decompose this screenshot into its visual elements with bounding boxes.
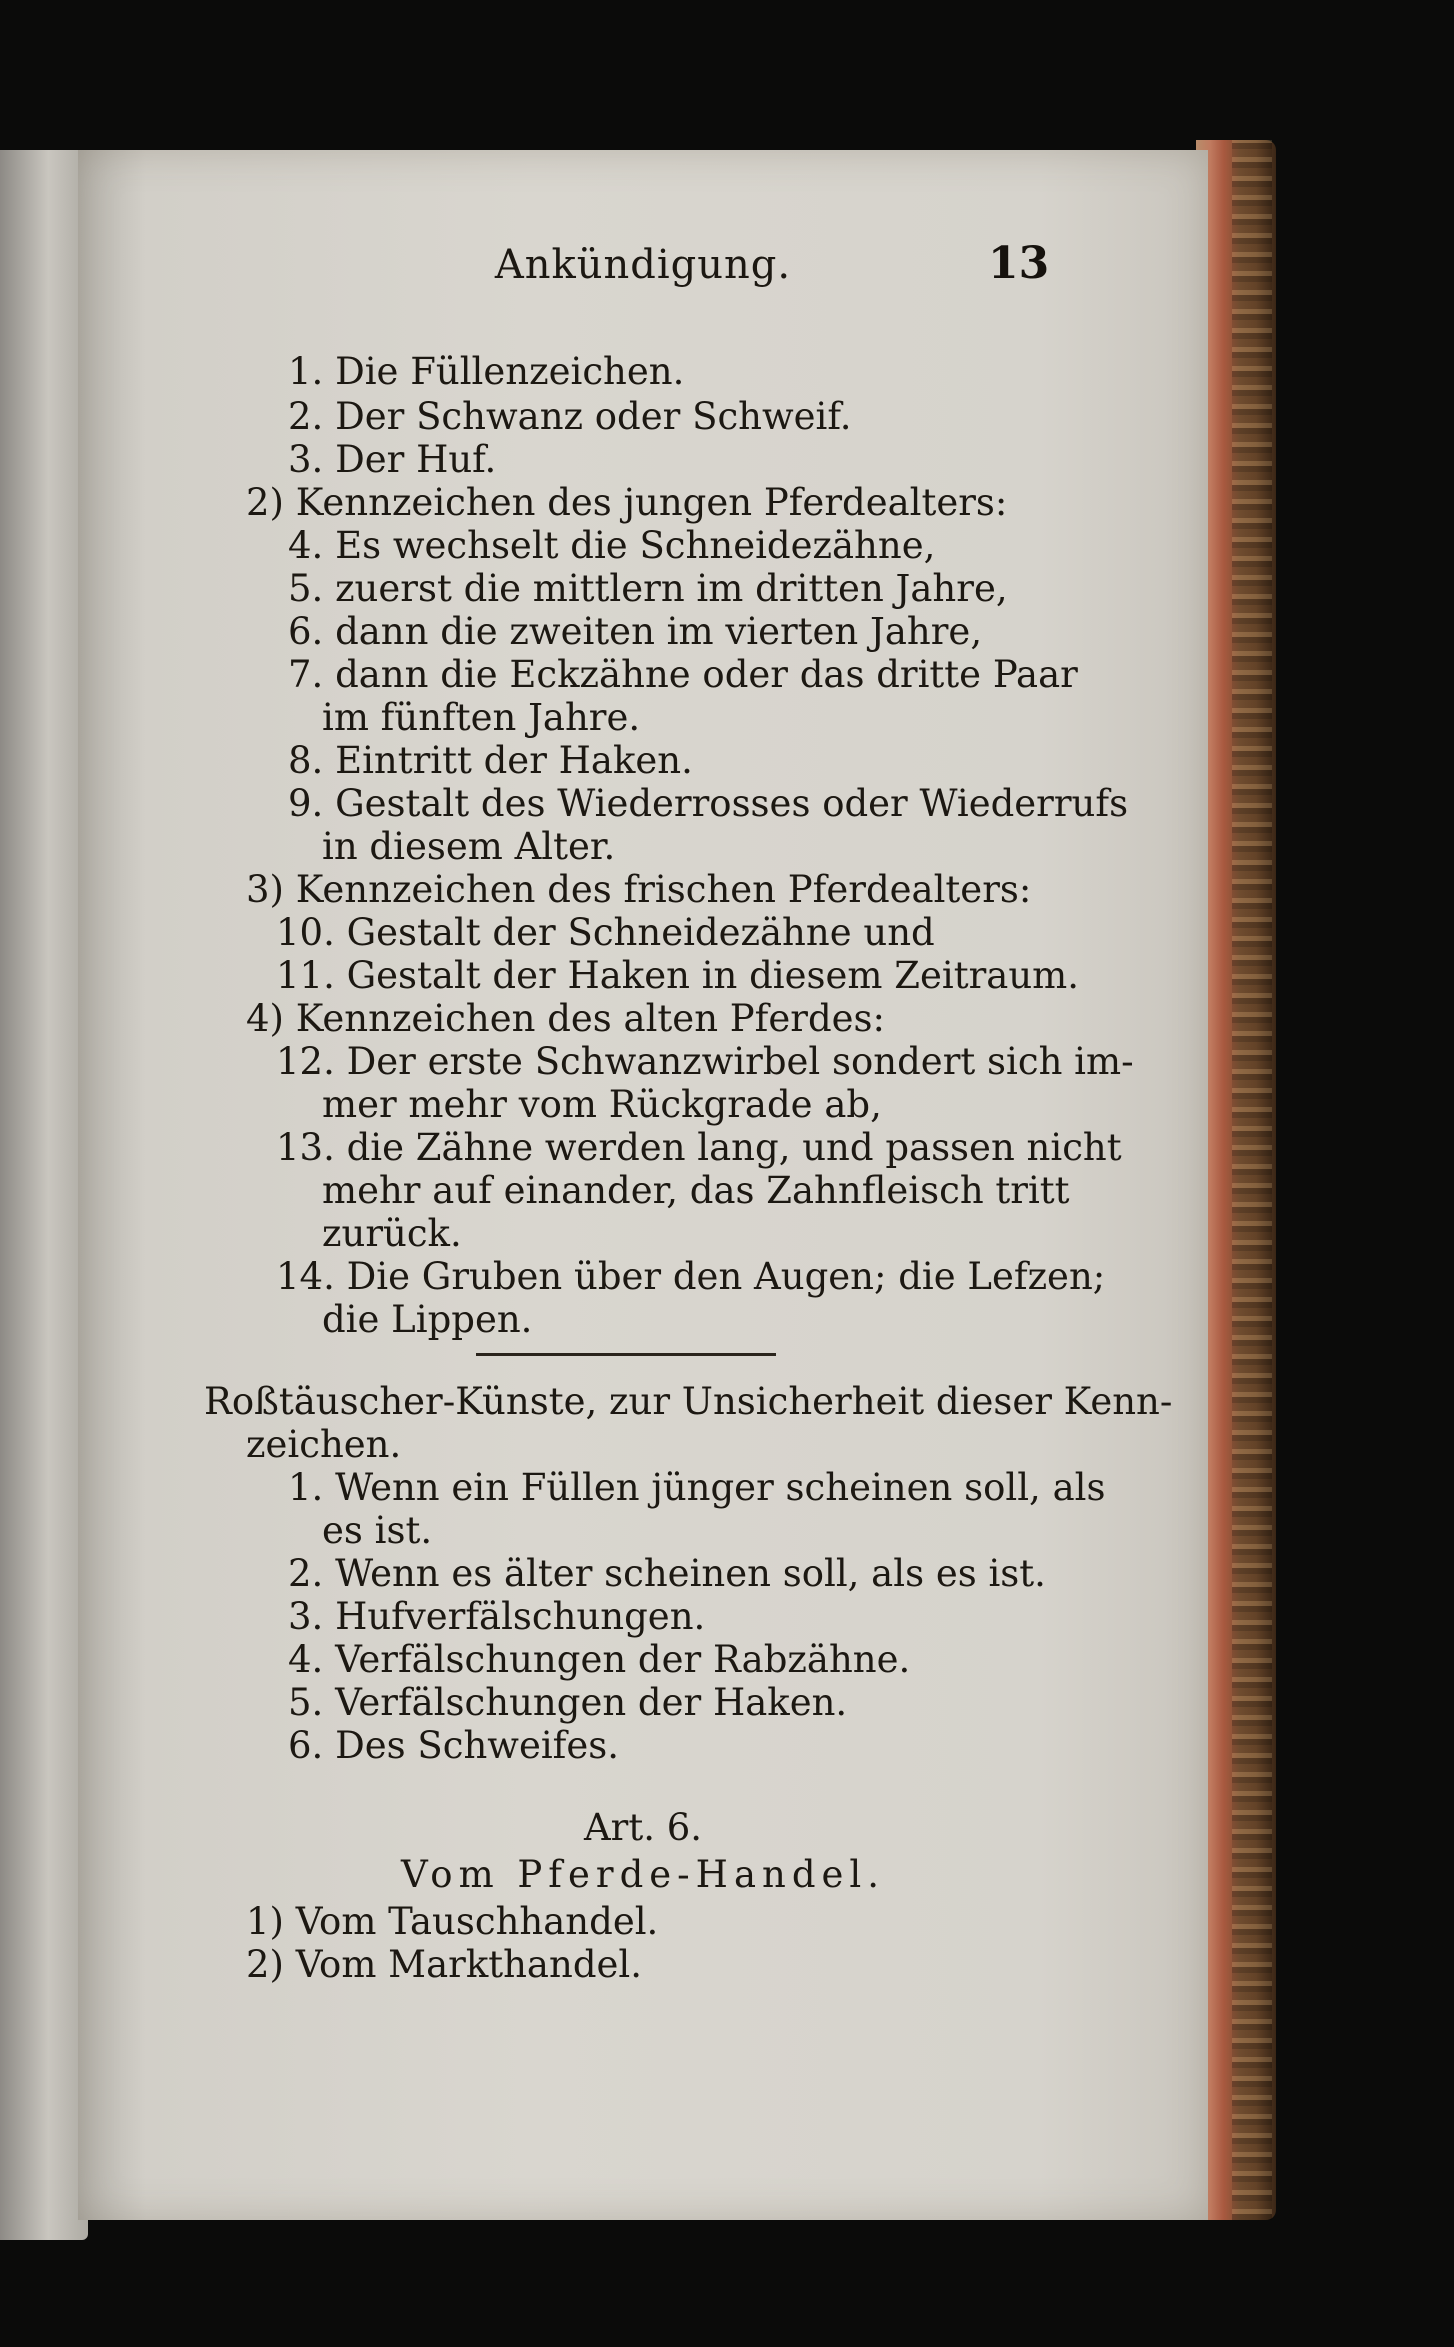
text-line: mer mehr vom Rückgrade ab,: [322, 1083, 882, 1126]
book-fore-edge: [1196, 140, 1276, 2220]
text-line: 10. Gestalt der Schneidezähne und: [276, 911, 935, 954]
text-line: 2. Der Schwanz oder Schweif.: [288, 395, 852, 438]
text-line: zeichen.: [246, 1423, 402, 1466]
section-heading-article: Art. 6.: [583, 1806, 703, 1849]
text-line: 14. Die Gruben über den Augen; die Lefzen;: [276, 1255, 1106, 1298]
left-facing-page-edge: [0, 150, 88, 2240]
text-line: Roßtäuscher-Künste, zur Unsicherheit dieser Kenn-: [204, 1380, 1173, 1423]
text-line: 4. Es wechselt die Schneidezähne,: [288, 524, 936, 567]
text-line: 11. Gestalt der Haken in diesem Zeitraum.: [276, 954, 1079, 997]
text-line: die Lippen.: [322, 1298, 533, 1341]
text-line: 4) Kennzeichen des alten Pferdes:: [246, 997, 885, 1040]
text-line: 1. Die Füllenzeichen.: [288, 350, 685, 393]
text-line: 4. Verfälschungen der Rabzähne.: [288, 1638, 911, 1681]
section-heading-title: Vom Pferde-Handel.: [400, 1853, 886, 1896]
text-line: zurück.: [322, 1212, 462, 1255]
text-line: es ist.: [322, 1509, 433, 1552]
text-line: 5. zuerst die mittlern im dritten Jahre,: [288, 567, 1008, 610]
text-line: 5. Verfälschungen der Haken.: [288, 1681, 848, 1724]
text-line: 2) Kennzeichen des jungen Pferdealters:: [246, 481, 1008, 524]
text-line: 2. Wenn es älter scheinen soll, als es ist.: [288, 1552, 1046, 1595]
text-line: 12. Der erste Schwanzwirbel sondert sich im-: [276, 1040, 1134, 1083]
text-line: im fünften Jahre.: [322, 696, 641, 739]
page-number: 13: [988, 238, 1050, 289]
text-line: mehr auf einander, das Zahnfleisch tritt: [322, 1169, 1070, 1212]
text-line: 1. Wenn ein Füllen jünger scheinen soll, als: [288, 1466, 1106, 1509]
text-line: 7. dann die Eckzähne oder das dritte Paar: [288, 653, 1078, 696]
page: [78, 150, 1208, 2220]
text-line: 9. Gestalt des Wiederrosses oder Wiederrufs: [288, 782, 1129, 825]
text-line: 1) Vom Tauschhandel.: [246, 1900, 659, 1943]
text-line: 3. Hufverfälschungen.: [288, 1595, 706, 1638]
text-line: 6. Des Schweifes.: [288, 1724, 620, 1767]
text-line: 3) Kennzeichen des frischen Pferdealters:: [246, 868, 1032, 911]
text-line: 13. die Zähne werden lang, und passen nicht: [276, 1126, 1122, 1169]
text-line: 2) Vom Markthandel.: [246, 1943, 642, 1986]
text-line: in diesem Alter.: [322, 825, 616, 868]
section-divider: [476, 1353, 776, 1356]
text-line: 6. dann die zweiten im vierten Jahre,: [288, 610, 983, 653]
running-head: Ankündigung.: [494, 242, 792, 288]
text-line: 3. Der Huf.: [288, 438, 497, 481]
text-line: 8. Eintritt der Haken.: [288, 739, 693, 782]
